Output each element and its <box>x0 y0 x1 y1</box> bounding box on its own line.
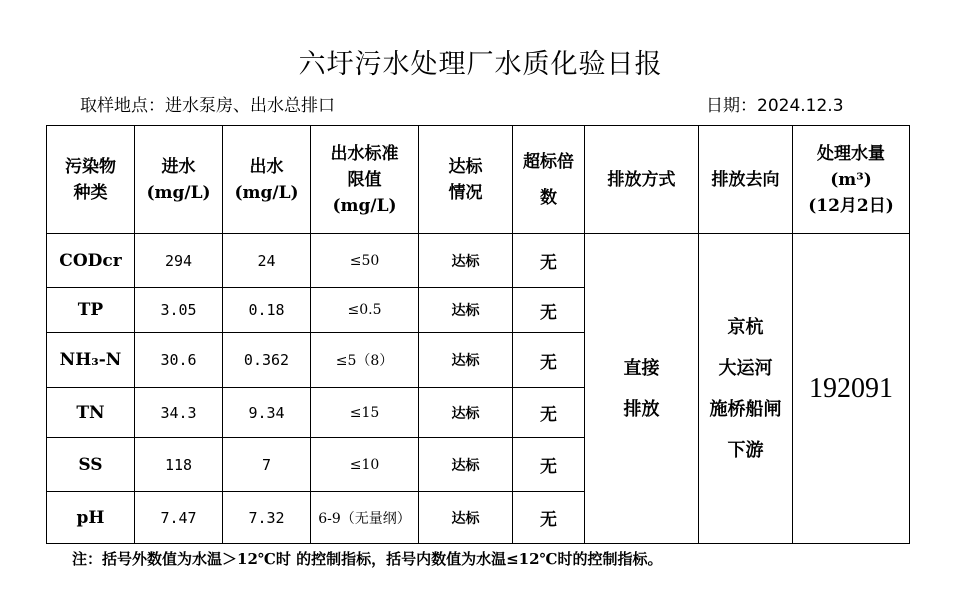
pollutant-name: TP <box>47 288 135 333</box>
header-volume: 处理水量 (m³) (12月2日) <box>793 126 910 234</box>
header-compliance: 达标 情况 <box>419 126 513 234</box>
table-row <box>47 234 910 288</box>
exceed-value: 无 <box>513 333 585 388</box>
pollutant-name: SS <box>47 438 135 492</box>
influent-value: 118 <box>135 438 223 492</box>
compliance-value: 达标 <box>419 492 513 544</box>
water-quality-table <box>46 125 910 544</box>
compliance-value: 达标 <box>419 234 513 288</box>
sampling-location: 取样地点：进水泵房、出水总排口 <box>80 96 335 116</box>
header-exceed: 超标倍 数 <box>513 126 585 234</box>
limit-value: 6-9（无量纲） <box>311 492 419 544</box>
exceed-value: 无 <box>513 438 585 492</box>
exceed-value: 无 <box>513 234 585 288</box>
header-discharge-destination: 排放去向 <box>699 126 793 234</box>
effluent-value: 7 <box>223 438 311 492</box>
effluent-value: 0.362 <box>223 333 311 388</box>
report-date: 日期：2024.12.3 <box>706 96 844 116</box>
influent-value: 30.6 <box>135 333 223 388</box>
compliance-value: 达标 <box>419 333 513 388</box>
header-row <box>47 126 910 234</box>
limit-value: ≤5（8） <box>311 333 419 388</box>
header-effluent: 出水 (mg/L) <box>223 126 311 234</box>
header-limit: 出水标准 限值 (mg/L) <box>311 126 419 234</box>
compliance-value: 达标 <box>419 288 513 333</box>
header-discharge-method: 排放方式 <box>585 126 699 234</box>
compliance-value: 达标 <box>419 438 513 492</box>
pollutant-name: CODcr <box>47 234 135 288</box>
effluent-value: 24 <box>223 234 311 288</box>
pollutant-name: pH <box>47 492 135 544</box>
pollutant-name: TN <box>47 388 135 438</box>
discharge-destination: 京杭 大运河 施桥船闸 下游 <box>699 234 793 544</box>
influent-value: 34.3 <box>135 388 223 438</box>
effluent-value: 0.18 <box>223 288 311 333</box>
influent-value: 7.47 <box>135 492 223 544</box>
limit-value: ≤0.5 <box>311 288 419 333</box>
treated-volume: 192091 <box>793 234 910 544</box>
effluent-value: 9.34 <box>223 388 311 438</box>
limit-value: ≤10 <box>311 438 419 492</box>
discharge-method: 直接 排放 <box>585 234 699 544</box>
influent-value: 3.05 <box>135 288 223 333</box>
header-pollutant: 污染物 种类 <box>47 126 135 234</box>
limit-value: ≤50 <box>311 234 419 288</box>
exceed-value: 无 <box>513 388 585 438</box>
header-influent: 进水 (mg/L) <box>135 126 223 234</box>
exceed-value: 无 <box>513 288 585 333</box>
effluent-value: 7.32 <box>223 492 311 544</box>
limit-value: ≤15 <box>311 388 419 438</box>
report-title: 六圩污水处理厂水质化验日报 <box>298 49 663 80</box>
exceed-value: 无 <box>513 492 585 544</box>
influent-value: 294 <box>135 234 223 288</box>
footnote: 注：括号外数值为水温＞12℃时 的控制指标，括号内数值为水温≤12℃时的控制指标。 <box>72 550 663 568</box>
compliance-value: 达标 <box>419 388 513 438</box>
pollutant-name: NH₃-N <box>47 333 135 388</box>
